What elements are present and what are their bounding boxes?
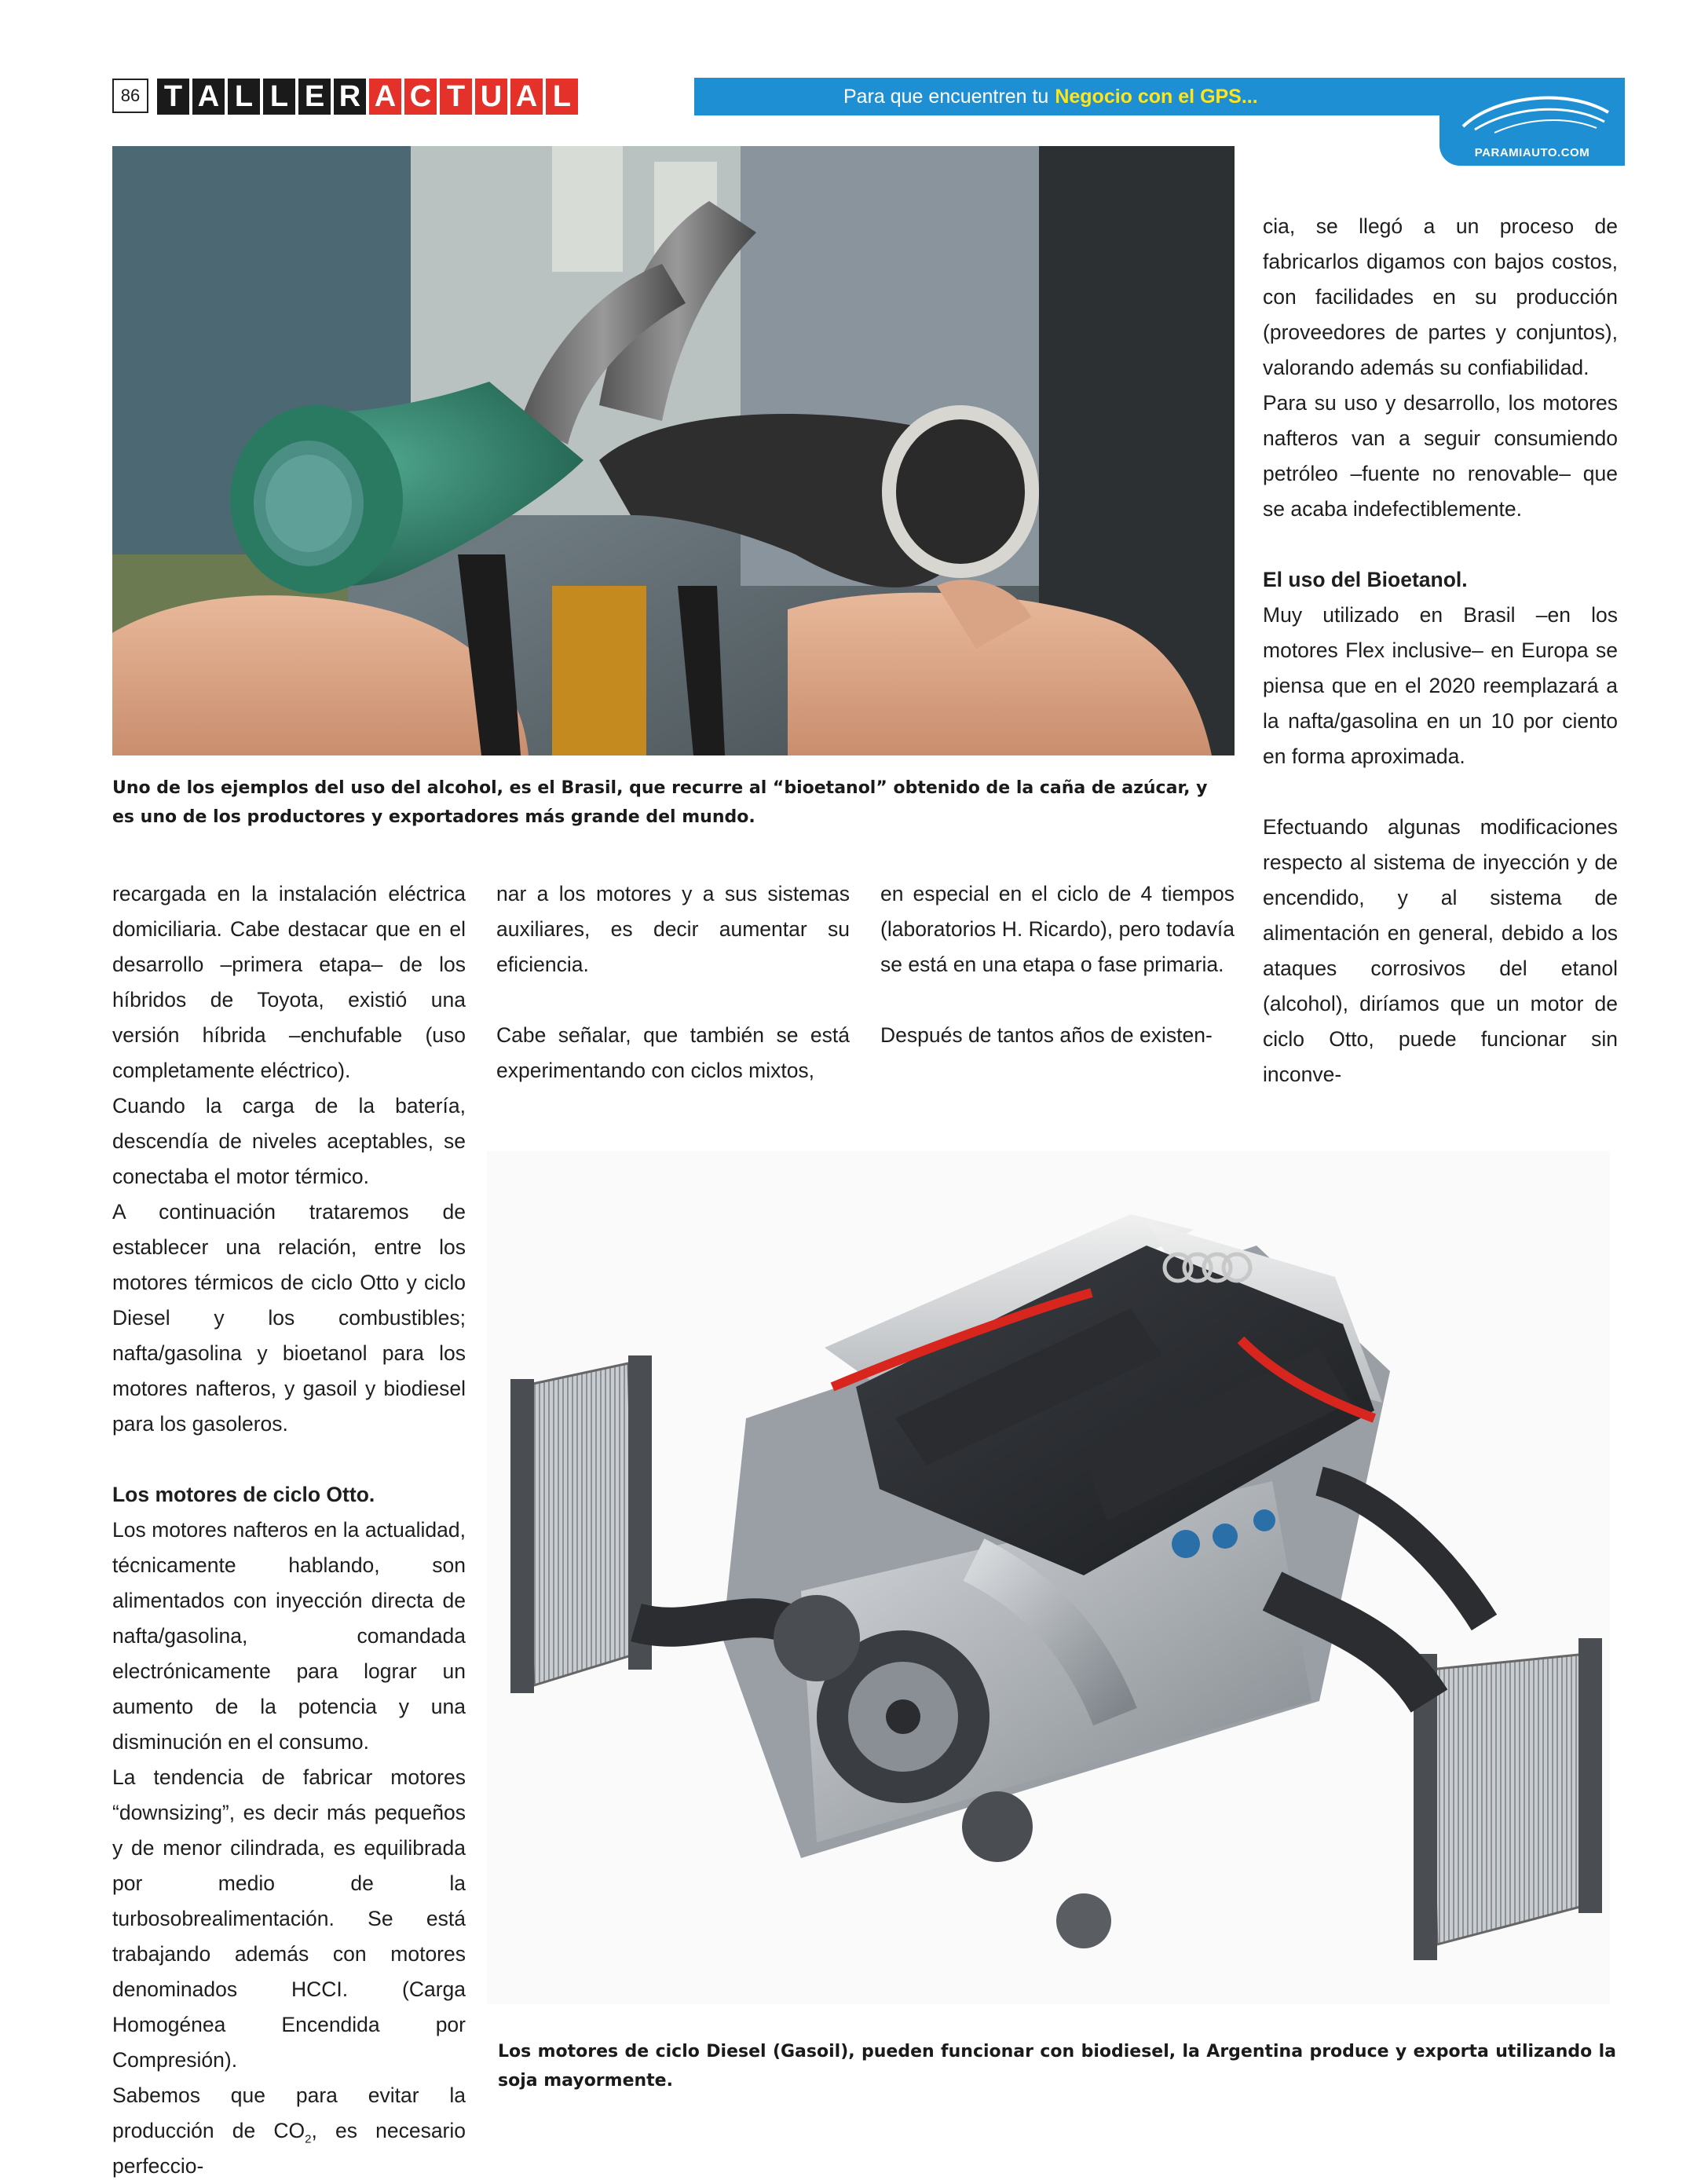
masthead-letter: A [510, 79, 543, 115]
masthead-letter: C [404, 79, 437, 115]
pump-photo-caption: Uno de los ejemplos del uso del alcohol, es el Brasil, que recurre al “bioetanol” obtenido de la caña de azúcar, y es uno de los productores y exportadores más grande del mundo. [112, 778, 1208, 827]
paragraph: Cuando la carga de la batería, descendía de niveles aceptables, se conectaba el motor térmico. [112, 1094, 466, 1188]
masthead-letter: E [298, 79, 331, 115]
co2-text: Sabemos que para evitar la producción de CO [112, 2083, 466, 2142]
masthead-letter: A [192, 79, 225, 115]
column-4 [1263, 209, 1618, 1092]
tagline-highlight: Negocio con el GPS... [1055, 85, 1258, 108]
section-heading-otto: Los motores de ciclo Otto. [112, 1483, 375, 1506]
fuel-pump-nozzles-icon [112, 146, 1235, 755]
paragraph: cia, se llegó a un proceso de fabricarlos digamos con bajos costos, con facilidades en su producción (proveedores de partes y conjuntos), valorando además su confiabilidad. [1263, 214, 1618, 379]
masthead-letter: L [263, 79, 295, 115]
paragraph: La tendencia de fabricar motores “downsizing”, es decir más pequeños y de menor cilindrada, es equilibrada por medio de la turbosobrealimentación. Se está trabajando además con motores denominados HCCI. (Carga Homogénea Encendida por Compresión). [112, 1765, 466, 2072]
masthead-taller-actual [157, 79, 578, 115]
masthead-letter: R [334, 79, 366, 115]
v8-engine-icon [487, 1151, 1610, 2004]
tagline-prefix: Para que encuentren tu [843, 85, 1049, 108]
paragraph: Muy utilizado en Brasil –en los motores Flex inclusive– en Europa se piensa que en el 2020 reemplazará a la nafta/gasolina en un 10 por ciento en forma aproximada. [1263, 603, 1618, 768]
masthead-letter: L [546, 79, 578, 115]
car-swoosh-icon [1447, 81, 1617, 144]
column-2 [496, 876, 850, 1088]
logo-url: PARAMIAUTO.COM [1474, 146, 1590, 159]
paragraph: Para su uso y desarrollo, los motores nafteros van a seguir consumiendo petróleo –fuente no renovable– que se acaba indefectiblemente. [1263, 391, 1618, 521]
paragraph: nar a los motores y a sus sistemas auxiliares, es decir aumentar su eficiencia. [496, 882, 850, 976]
paragraph: Efectuando algunas modificaciones respecto al sistema de inyección y de encendido, y al sistema de alimentación en general, debido a los ataques corrosivos del etanol (alcohol), diríamos que un motor de ciclo Otto, puede funcionar sin inconve- [1263, 815, 1618, 1086]
paragraph: Los motores nafteros en la actualidad, técnicamente hablando, son alimentados con inyección directa de nafta/gasolina, comandada electrónicamente para lograr un aumento de la potencia y una disminución en el consumo. [112, 1518, 466, 1754]
paragraph: Cabe señalar, que también se está experimentando con ciclos mixtos, [496, 1023, 850, 1082]
masthead-letter: T [157, 79, 189, 115]
paragraph: en especial en el ciclo de 4 tiempos (laboratorios H. Ricardo), pero todavía se está en una etapa o fase primaria. [880, 882, 1235, 976]
paramiauto-logo[interactable] [1439, 78, 1625, 166]
masthead-letter: U [475, 79, 507, 115]
masthead-letter: A [369, 79, 401, 115]
co2-text-after: , es necesario perfeccio- [112, 2119, 466, 2178]
paragraph: A continuación trataremos de establecer una relación, entre los motores térmicos de ciclo Otto y ciclo Diesel y los combustibles; nafta/gasolina y bioetanol para los motores nafteros, y gasoil y biodiesel para los gasoleros. [112, 1200, 466, 1436]
engine-photo [487, 1151, 1610, 2004]
co2-subscript: 2 [305, 2132, 312, 2146]
paragraph: recargada en la instalación eléctrica domiciliaria. Cabe destacar que en el desarrollo –primera etapa– de los híbridos de Toyota, existió una versión híbrida –enchufable (uso completamente eléctrico). [112, 882, 466, 1082]
column-1 [112, 876, 466, 2184]
section-heading-bioetanol: El uso del Bioetanol. [1263, 568, 1468, 591]
paragraph [112, 2078, 466, 2184]
engine-photo-caption: Los motores de ciclo Diesel (Gasoil), pueden funcionar con biodiesel, la Argentina produce y exporta utilizando la soja mayormente. [498, 2042, 1616, 2091]
masthead-letter: L [228, 79, 260, 115]
masthead-letter: T [440, 79, 472, 115]
paragraph: Después de tantos años de existen- [880, 1023, 1213, 1047]
page-number: 86 [112, 79, 148, 113]
fuel-pump-photo [112, 146, 1235, 755]
column-3 [880, 876, 1235, 1053]
